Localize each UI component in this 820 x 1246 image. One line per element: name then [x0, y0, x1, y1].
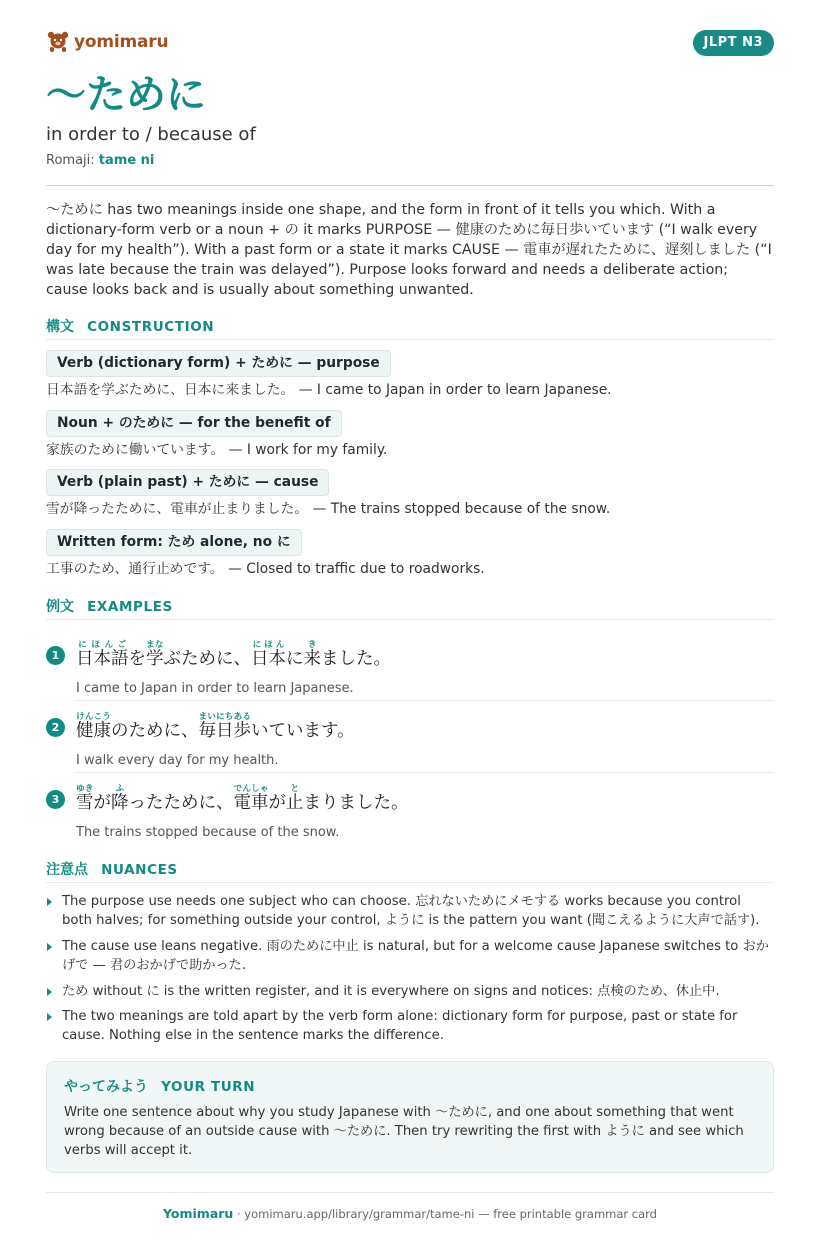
- kanji-with-reading: 毎日歩まいにちある: [198, 712, 251, 741]
- form-pattern: Written form: ため alone, no に: [46, 529, 302, 556]
- kana-text: ぶために、: [163, 649, 251, 669]
- kanji-with-reading: 学まな: [146, 640, 164, 669]
- kanji-with-reading: 電車でんしゃ: [233, 784, 269, 813]
- nuance-item: [46, 982, 774, 1001]
- kana-text: ました。: [321, 649, 391, 669]
- furigana: にほんご: [76, 640, 129, 650]
- kana-text: まりました。: [303, 793, 409, 813]
- example-sentence: [76, 712, 355, 744]
- nuances-heading-en: NUANCES: [101, 862, 178, 878]
- bullet-triangle-icon: [47, 988, 52, 996]
- your-turn-heading-jp: やってみよう: [64, 1079, 148, 1095]
- header: [46, 28, 774, 58]
- kanji-with-reading: 健康けんこう: [76, 712, 111, 741]
- furigana: でんしゃ: [233, 784, 269, 794]
- furigana: ゆき: [76, 784, 94, 794]
- kana-text: が: [268, 793, 286, 813]
- form-example: 工事のため、通行止めです。 — Closed to traffic due to roadworks.: [46, 561, 485, 577]
- construction-heading-en: CONSTRUCTION: [87, 319, 215, 335]
- logo-text: yomimaru: [74, 32, 169, 52]
- furigana: まな: [146, 640, 164, 650]
- header-divider: [46, 185, 774, 186]
- nuance-text: The purpose use needs one subject who can choose. 忘れないためにメモする works because you control both halves; for something outside your control, ように is the pattern you want (聞こえるように大声で話す).: [62, 894, 760, 928]
- example-number: 3: [46, 790, 65, 809]
- kana-text: ったために、: [128, 793, 234, 813]
- furigana: にほん: [251, 640, 286, 650]
- construction-heading: [46, 314, 774, 340]
- example-number: 2: [46, 718, 65, 737]
- form-example: 日本語を学ぶために、日本に来ました。 — I came to Japan in order to learn Japanese.: [46, 382, 612, 398]
- nuance-text: ため without に is the written register, and it is everywhere on signs and notices: 点検のため、休止中.: [62, 984, 720, 999]
- nuance-text: The cause use leans negative. 雨のために中止 is natural, but for a welcome cause Japanese switches to おかげで — 君のおかげで助かった.: [62, 939, 769, 973]
- nuances-heading-jp: 注意点: [46, 862, 88, 878]
- jlpt-level-badge: JLPT N3: [693, 30, 774, 56]
- footer: [46, 1205, 774, 1223]
- example-sentence: [76, 640, 391, 672]
- grammar-title: 〜ために: [46, 72, 206, 118]
- furigana: ふ: [111, 784, 129, 794]
- examples-heading-jp: 例文: [46, 599, 74, 615]
- intro-paragraph: 〜ために has two meanings inside one shape, and the form in front of it tells you which. With a dictionary-form verb or a noun + の it marks PURPOSE — 健康のために毎日歩いています (“I walk every day for my health”). With a past form or a state it marks CAUSE — 電車が遅れたために、遅刻しました (“I was late because the train was delayed”). Purpose looks forward and needs a deliberate action; cause looks back and is usually about something unwanted.: [46, 202, 772, 298]
- your-turn-heading: [64, 1076, 255, 1097]
- romaji-value: tame ni: [98, 153, 155, 168]
- nuance-item: [46, 892, 774, 930]
- nuance-text: The two meanings are told apart by the verb form alone: dictionary form for purpose, past or state for cause. Nothing else in the sentence marks the difference.: [62, 1009, 738, 1043]
- nuances-heading: [46, 857, 774, 883]
- construction-heading-jp: 構文: [46, 319, 74, 335]
- bullet-triangle-icon: [47, 898, 52, 906]
- kana-text: のために、: [111, 721, 199, 741]
- example-number: 1: [46, 646, 65, 665]
- example-divider: [76, 700, 774, 701]
- furigana: き: [303, 640, 321, 650]
- example-sentence: [76, 784, 409, 816]
- kana-text: いています。: [251, 721, 355, 741]
- form-example: 家族のために働いています。 — I work for my family.: [46, 442, 388, 458]
- nuance-item: [46, 1007, 774, 1045]
- footer-brand[interactable]: Yomimaru: [163, 1206, 234, 1221]
- form-pattern: Verb (plain past) + ために — cause: [46, 469, 329, 496]
- kanji-with-reading: 来き: [303, 640, 321, 669]
- examples-heading: [46, 594, 774, 620]
- kana-text: が: [93, 793, 111, 813]
- example-translation: The trains stopped because of the snow.: [76, 825, 340, 840]
- your-turn-text: Write one sentence about why you study Japanese with 〜ために, and one about something that went wrong because of an outside cause with 〜ために. Then try rewriting the first with ように and see which verbs will accept it.: [64, 1105, 744, 1158]
- kanji-with-reading: 降ふ: [111, 784, 129, 813]
- furigana: と: [286, 784, 304, 794]
- form-example: 雪が降ったために、電車が止まりました。 — The trains stopped because of the snow.: [46, 501, 611, 517]
- nuance-item: [46, 937, 774, 975]
- kanji-with-reading: 日本語にほんご: [76, 640, 129, 669]
- your-turn-heading-en: YOUR TURN: [161, 1079, 256, 1095]
- logo[interactable]: [46, 28, 168, 56]
- furigana: けんこう: [76, 712, 111, 722]
- kanji-with-reading: 雪ゆき: [76, 784, 94, 813]
- example-divider: [76, 772, 774, 773]
- kana-text: に: [286, 649, 304, 669]
- bear-mascot-icon: [46, 30, 70, 54]
- kana-text: を: [128, 649, 146, 669]
- footer-text: · yomimaru.app/library/grammar/tame-ni — free printable grammar card: [233, 1207, 657, 1221]
- kanji-with-reading: 日本にほん: [251, 640, 286, 669]
- form-pattern: Noun + のために — for the benefit of: [46, 410, 342, 437]
- bullet-triangle-icon: [47, 943, 52, 951]
- example-translation: I came to Japan in order to learn Japanese.: [76, 681, 354, 696]
- bullet-triangle-icon: [47, 1013, 52, 1021]
- footer-divider: [46, 1192, 774, 1193]
- form-pattern: Verb (dictionary form) + ために — purpose: [46, 350, 391, 377]
- examples-heading-en: EXAMPLES: [87, 599, 173, 615]
- romaji-label: Romaji:: [46, 153, 95, 168]
- furigana: まいにちある: [198, 712, 251, 722]
- romaji-line: [46, 152, 154, 170]
- kanji-with-reading: 止と: [286, 784, 304, 813]
- example-translation: I walk every day for my health.: [76, 753, 279, 768]
- your-turn-box: [46, 1061, 774, 1173]
- grammar-meaning: in order to / because of: [46, 124, 256, 145]
